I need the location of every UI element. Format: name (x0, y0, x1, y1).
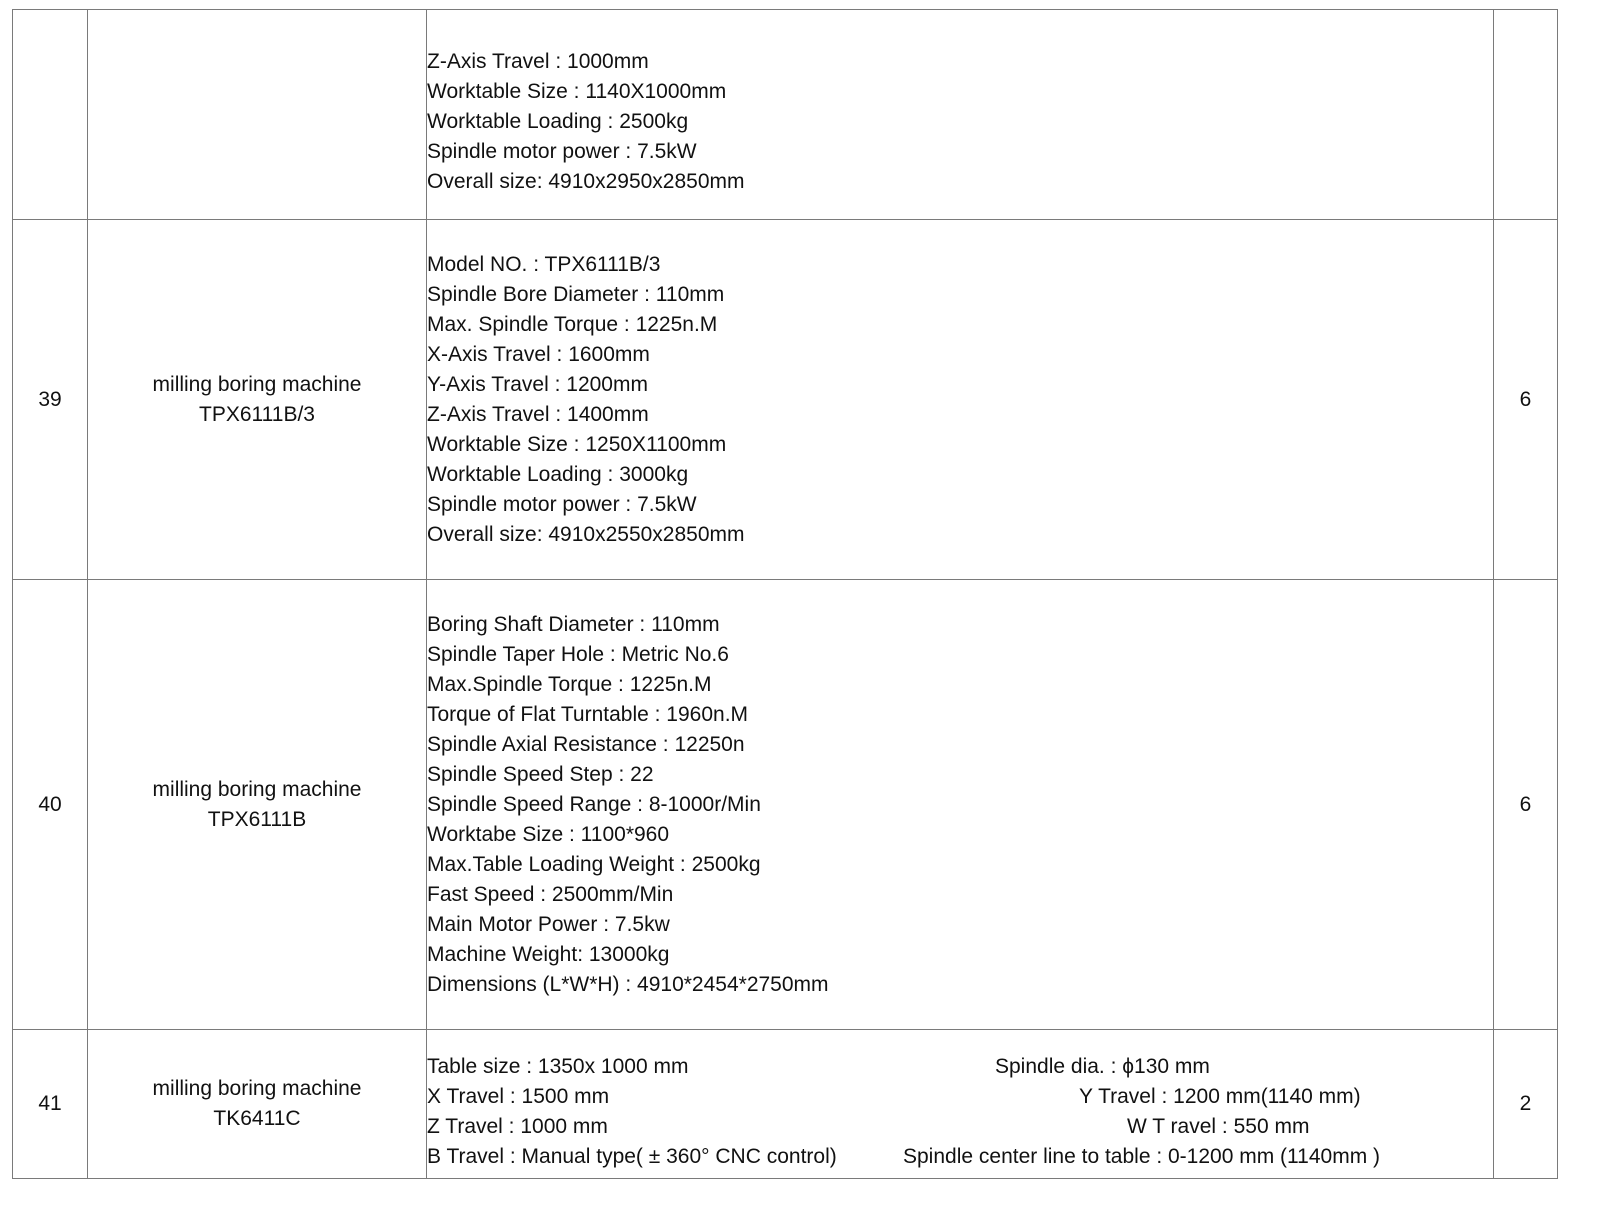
item-quantity: 6 (1494, 220, 1558, 580)
spec-line: Max.Table Loading Weight : 2500kg (427, 852, 761, 876)
spec-line: X-Axis Travel : 1600mm (427, 342, 650, 366)
spec-line: Main Motor Power : 7.5kw (427, 912, 670, 936)
item-specs (427, 220, 1494, 580)
item-quantity (1494, 10, 1558, 220)
spec-left: Table size : 1350x 1000 mm (427, 1055, 689, 1078)
spec-line: Worktable Size : 1250X1100mm (427, 432, 727, 456)
spec-left: B Travel : Manual type( ± 360° CNC control) (427, 1145, 837, 1168)
spec-line: Z-Axis Travel : 1000mm (427, 50, 649, 73)
spec-line: Spindle Speed Step : 22 (427, 762, 654, 786)
item-model: TPX6111B (207, 807, 307, 831)
spec-right: Y Travel : 1200 mm(1140 mm) (1079, 1085, 1361, 1108)
spec-line: Spindle Axial Resistance : 12250n (427, 732, 745, 756)
equipment-spec-table (12, 9, 1558, 1179)
item-specs (427, 580, 1494, 1030)
item-quantity: 6 (1494, 580, 1558, 1030)
item-quantity: 2 (1494, 1030, 1558, 1179)
spec-line (427, 1052, 1493, 1082)
item-name-line: milling boring machine (152, 372, 362, 396)
spec-line: Worktable Loading : 2500kg (427, 110, 689, 133)
spec-left: Z Travel : 1000 mm (427, 1115, 608, 1138)
spec-left: X Travel : 1500 mm (427, 1085, 610, 1108)
spec-line: Boring Shaft Diameter : 110mm (427, 612, 720, 636)
spec-line: Fast Speed : 2500mm/Min (427, 882, 674, 906)
item-name-line: milling boring machine (152, 777, 362, 801)
spec-line: Worktable Size : 1140X1000mm (427, 80, 727, 103)
spec-line: Worktabe Size : 1100*960 (427, 822, 670, 846)
spec-line: Worktable Loading : 3000kg (427, 462, 689, 486)
spec-line: Torque of Flat Turntable : 1960n.M (427, 702, 749, 726)
spec-line: Machine Weight: 13000kg (427, 942, 670, 966)
spec-line: Spindle Speed Range : 8-1000r/Min (427, 792, 761, 816)
spec-line: Dimensions (L*W*H) : 4910*2454*2750mm (427, 972, 829, 996)
item-name (88, 220, 427, 580)
spec-right: Spindle center line to table : 0-1200 mm (1140mm ) (903, 1145, 1381, 1168)
item-name (88, 1030, 427, 1179)
item-model: TK6411C (213, 1107, 301, 1130)
item-model: TPX6111B/3 (199, 402, 315, 426)
spec-line: Max. Spindle Torque : 1225n.M (427, 312, 718, 336)
item-name (88, 10, 427, 220)
item-number: 39 (13, 220, 88, 580)
spec-right: W T ravel : 550 mm (1127, 1115, 1310, 1138)
table-row (13, 1030, 1558, 1179)
spec-line (427, 1142, 1493, 1172)
spec-line: Spindle Bore Diameter : 110mm (427, 282, 725, 306)
spec-line: Model NO. : TPX6111B/3 (427, 252, 661, 276)
spec-line (427, 1112, 1493, 1142)
table-row (13, 580, 1558, 1030)
item-specs (427, 10, 1494, 220)
spec-line: Max.Spindle Torque : 1225n.M (427, 672, 712, 696)
item-number (13, 10, 88, 220)
spec-right: Spindle dia. : ϕ130 mm (995, 1055, 1210, 1078)
spec-line: Spindle motor power : 7.5kW (427, 492, 697, 516)
item-number: 41 (13, 1030, 88, 1179)
item-name-line: milling boring machine (152, 1077, 362, 1100)
item-name (88, 580, 427, 1030)
table-row (13, 10, 1558, 220)
item-number: 40 (13, 580, 88, 1030)
table-row (13, 220, 1558, 580)
spec-line: Overall size: 4910x2950x2850mm (427, 170, 745, 193)
spec-line: Spindle motor power : 7.5kW (427, 140, 697, 163)
spec-line: Overall size: 4910x2550x2850mm (427, 522, 745, 546)
spec-line: Spindle Taper Hole : Metric No.6 (427, 642, 729, 666)
spec-line: Y-Axis Travel : 1200mm (427, 372, 648, 396)
item-specs (427, 1030, 1494, 1179)
spec-line: Z-Axis Travel : 1400mm (427, 402, 649, 426)
spec-line (427, 1082, 1493, 1112)
